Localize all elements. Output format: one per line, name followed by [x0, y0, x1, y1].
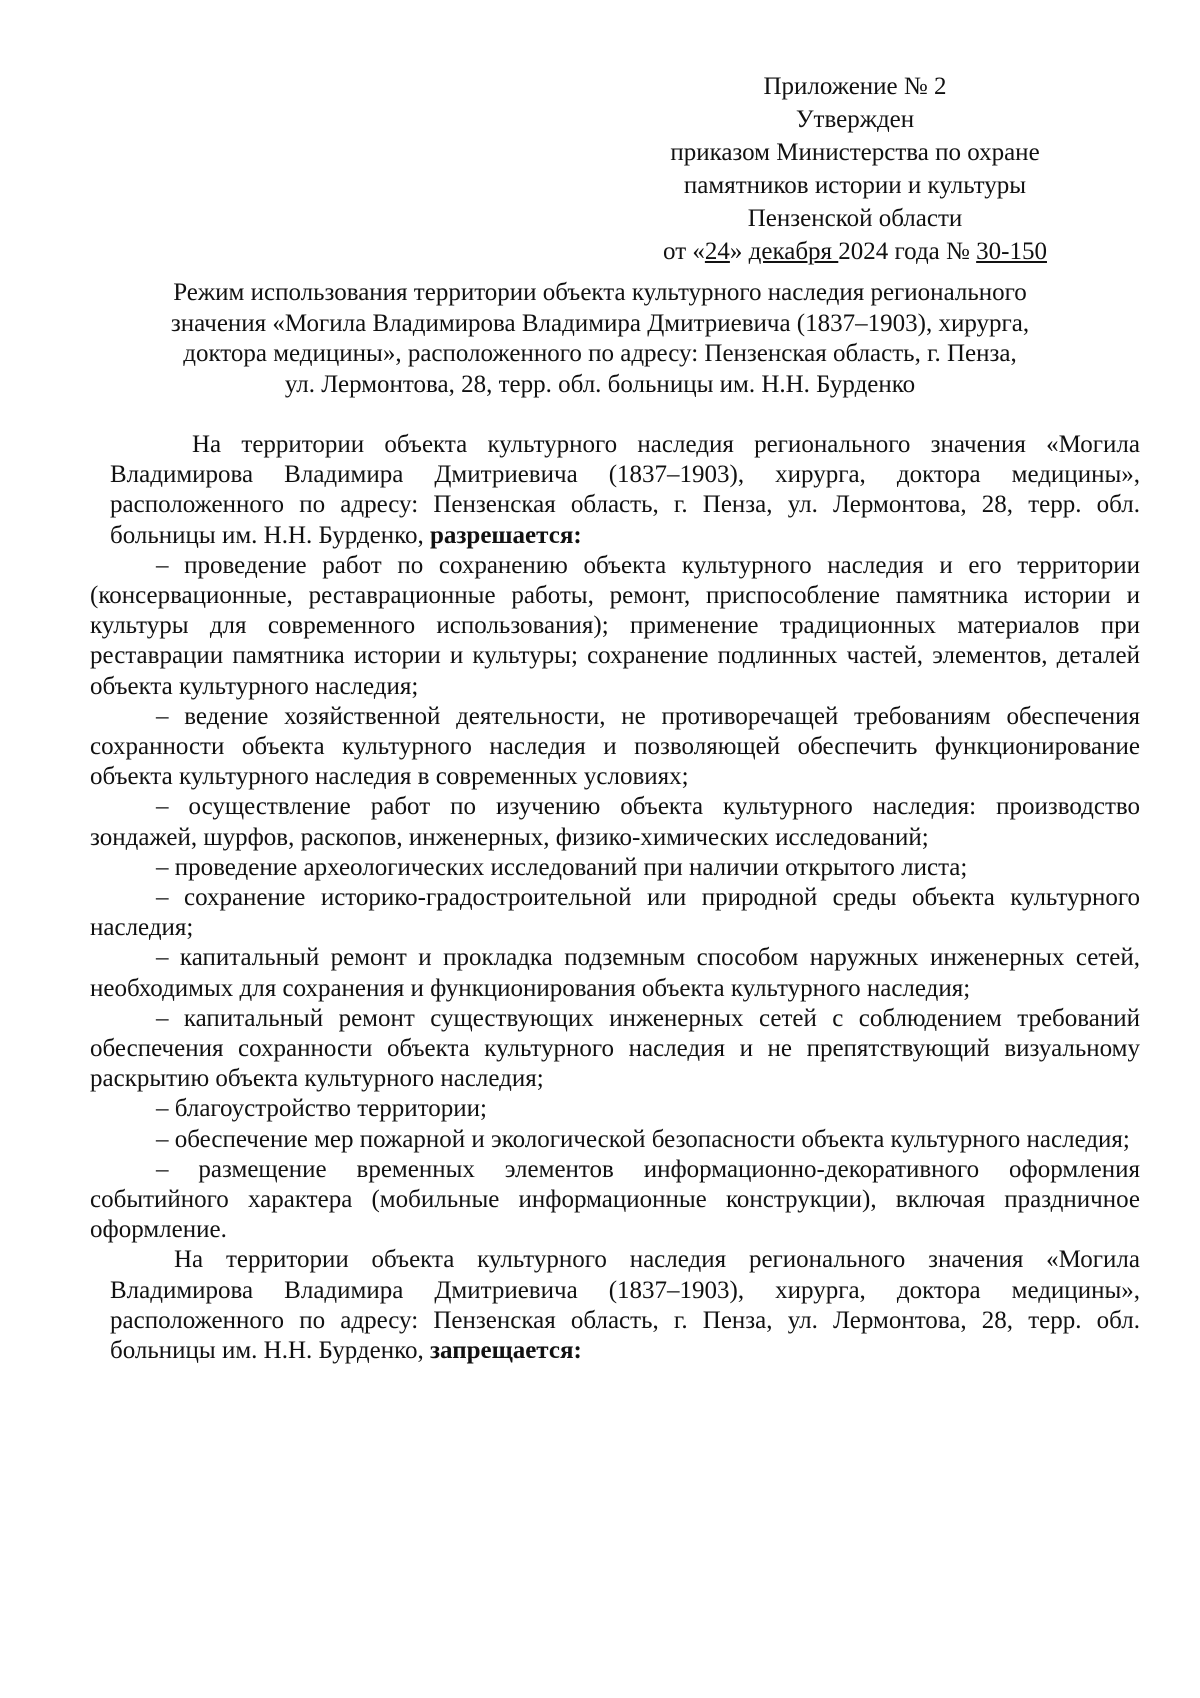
- approved-by-line: памятников истории и культуры: [683, 172, 1027, 199]
- allowed-keyword: разрешается:: [429, 521, 582, 549]
- document-body: [90, 430, 1140, 1366]
- order-day: 24: [704, 238, 730, 265]
- allowed-intro: [90, 430, 1140, 551]
- allowed-intro-text: На территории объекта культурного наследия регионального значения «Могила Владимирова Владимира Дмитриевича (1837–1903), хирурга, доктора медицины», расположенного по адресу: Пензенская область, г. Пенза, ул. Лермонтова, 28, терр. обл. больницы им. Н.Н. Бурденко,: [110, 431, 1140, 549]
- forbidden-intro: [90, 1245, 1140, 1366]
- allowed-item: – осуществление работ по изучению объекта культурного наследия: производство зондажей, шурфов, раскопов, инженерных, физико-химических исследований;: [90, 793, 1140, 851]
- date-prefix: от «: [663, 238, 705, 265]
- allowed-item: – благоустройство территории;: [156, 1095, 487, 1123]
- approval-block: [640, 70, 1070, 268]
- title-line: ул. Лермонтова, 28, терр. обл. больницы им. Н.Н. Бурденко: [284, 370, 916, 398]
- approved-label: Утвержден: [795, 106, 915, 133]
- allowed-item: – обеспечение мер пожарной и экологической безопасности объекта культурного наследия;: [156, 1125, 1130, 1153]
- allowed-item: – проведение археологических исследований при наличии открытого листа;: [156, 853, 968, 881]
- document-title: [110, 278, 1090, 400]
- forbidden-intro-text: На территории объекта культурного наследия регионального значения «Могила Владимирова Владимира Дмитриевича (1837–1903), хирурга, доктора медицины», расположенного по адресу: Пензенская область, г. Пенза, ул. Лермонтова, 28, терр. обл. больницы им. Н.Н. Бурденко,: [110, 1246, 1140, 1365]
- allowed-item: – сохранение историко-градостроительной или природной среды объекта культурного наследия;: [90, 884, 1140, 942]
- forbidden-keyword: запрещается:: [429, 1337, 582, 1365]
- allowed-item: – ведение хозяйственной деятельности, не противоречащей требованиям обеспечения сохранности объекта культурного наследия и позволяющей обеспечить функционирование объекта культурного наследия в современных условиях;: [90, 702, 1140, 791]
- order-month: декабря: [748, 238, 839, 265]
- order-number: 30-150: [976, 238, 1047, 265]
- order-year: 2024 года №: [838, 238, 977, 265]
- approved-by-line: приказом Министерства по охране: [670, 139, 1040, 166]
- appendix-number: Приложение № 2: [763, 73, 947, 100]
- order-date-line: [640, 235, 1070, 268]
- date-mid: »: [729, 238, 749, 265]
- title-line: значения «Могила Владимирова Владимира Дмитриевича (1837–1903), хирурга,: [170, 309, 1030, 337]
- allowed-item: – капитальный ремонт и прокладка подземным способом наружных инженерных сетей, необходимых для сохранения и функционирования объекта культурного наследия;: [90, 944, 1140, 1002]
- approved-by-line: Пензенской области: [747, 205, 963, 232]
- allowed-item: – капитальный ремонт существующих инженерных сетей с соблюдением требований обеспечения сохранности объекта культурного наследия и не препятствующий визуальному раскрытию объекта культурного наследия;: [90, 1004, 1140, 1093]
- allowed-item: – проведение работ по сохранению объекта культурного наследия и его территории (консервационные, реставрационные работы, ремонт, приспособление памятника истории и культуры для современного использования); применение традиционных материалов при реставрации памятника истории и культуры; сохранение подлинных частей, элементов, деталей объекта культурного наследия;: [90, 551, 1140, 700]
- title-line: доктора медицины», расположенного по адресу: Пензенская область, г. Пенза,: [183, 340, 1017, 367]
- allowed-item: – размещение временных элементов информационно-декоративного оформления событийного характера (мобильные информационные конструкции), включая праздничное оформление.: [90, 1155, 1140, 1244]
- title-line: Режим использования территории объекта культурного наследия регионального: [173, 279, 1027, 306]
